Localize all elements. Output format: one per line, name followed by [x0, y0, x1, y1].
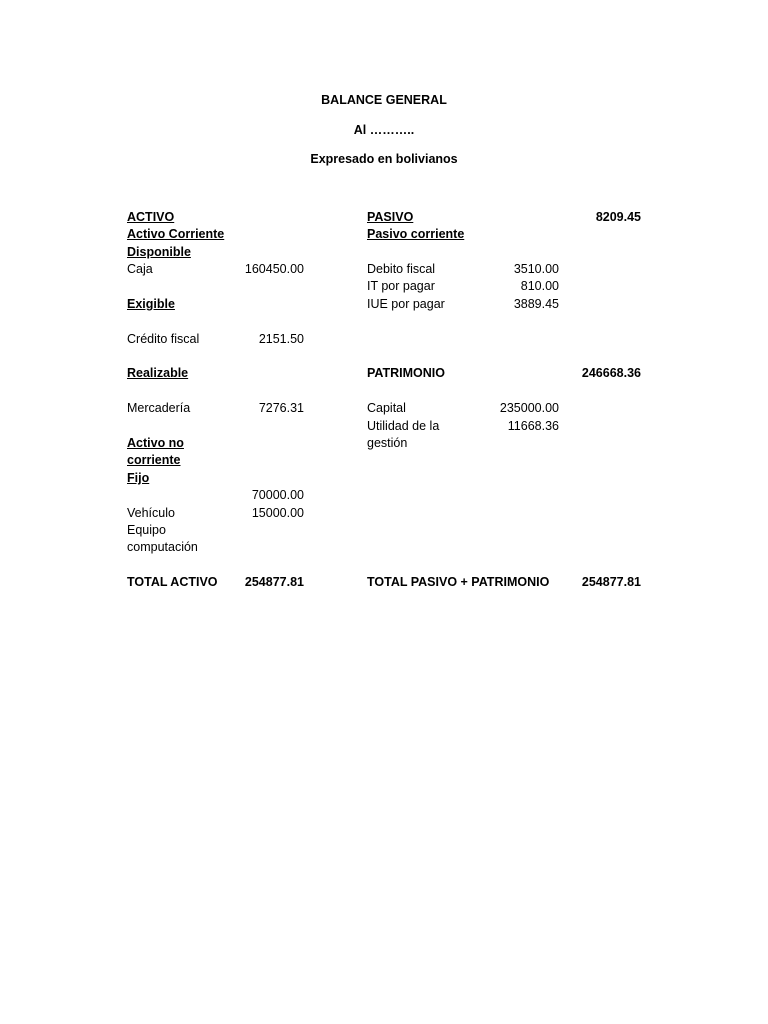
pasivo-total-value: 8209.45 — [595, 210, 641, 224]
mercaderia-label: Mercadería — [127, 401, 191, 415]
utilidad-label-line2: gestión — [367, 436, 408, 450]
total-pasivo-patrimonio-label: TOTAL PASIVO + PATRIMONIO — [367, 575, 550, 589]
fijo-heading: Fijo — [127, 471, 150, 485]
activo-corriente-heading: Activo Corriente — [127, 227, 225, 241]
exigible-heading: Exigible — [127, 297, 175, 311]
mercaderia-value: 7276.31 — [258, 401, 304, 415]
activo-heading: ACTIVO — [127, 210, 175, 224]
patrimonio-total-value: 246668.36 — [581, 366, 641, 380]
caja-label: Caja — [127, 262, 153, 276]
utilidad-value: 11668.36 — [507, 419, 559, 433]
debito-fiscal-label: Debito fiscal — [367, 262, 436, 276]
total-activo-value: 254877.81 — [244, 575, 304, 589]
debito-fiscal-value: 3510.00 — [513, 262, 559, 276]
credito-fiscal-label: Crédito fiscal — [127, 332, 200, 346]
vehiculo-label: Vehículo — [127, 506, 175, 520]
equipo-label-line2: computación — [127, 540, 198, 554]
realizable-heading: Realizable — [127, 366, 189, 380]
fijo-value: 70000.00 — [251, 488, 304, 502]
date-line: Al ……….. — [353, 123, 415, 137]
iue-por-pagar-value: 3889.45 — [513, 297, 559, 311]
pasivo-heading: PASIVO — [367, 210, 414, 224]
currency-line: Expresado en bolivianos — [310, 152, 458, 166]
total-pasivo-patrimonio-value: 254877.81 — [581, 575, 641, 589]
disponible-heading: Disponible — [127, 245, 191, 259]
activo-no-corriente-heading-line1: Activo no — [127, 436, 184, 450]
caja-value: 160450.00 — [244, 262, 304, 276]
capital-label: Capital — [367, 401, 406, 415]
credito-fiscal-value: 2151.50 — [258, 332, 304, 346]
equipo-label-line1: Equipo — [127, 523, 166, 537]
it-por-pagar-label: IT por pagar — [367, 279, 435, 293]
utilidad-label-line1: Utilidad de la — [367, 419, 440, 433]
document-title: BALANCE GENERAL — [321, 93, 447, 107]
vehiculo-value: 15000.00 — [251, 506, 304, 520]
patrimonio-heading: PATRIMONIO — [367, 366, 446, 380]
iue-por-pagar-label: IUE por pagar — [367, 297, 445, 311]
pasivo-corriente-heading: Pasivo corriente — [367, 227, 465, 241]
activo-no-corriente-heading-line2: corriente — [127, 453, 181, 467]
capital-value: 235000.00 — [499, 401, 559, 415]
it-por-pagar-value: 810.00 — [520, 279, 559, 293]
total-activo-label: TOTAL ACTIVO — [127, 575, 218, 589]
